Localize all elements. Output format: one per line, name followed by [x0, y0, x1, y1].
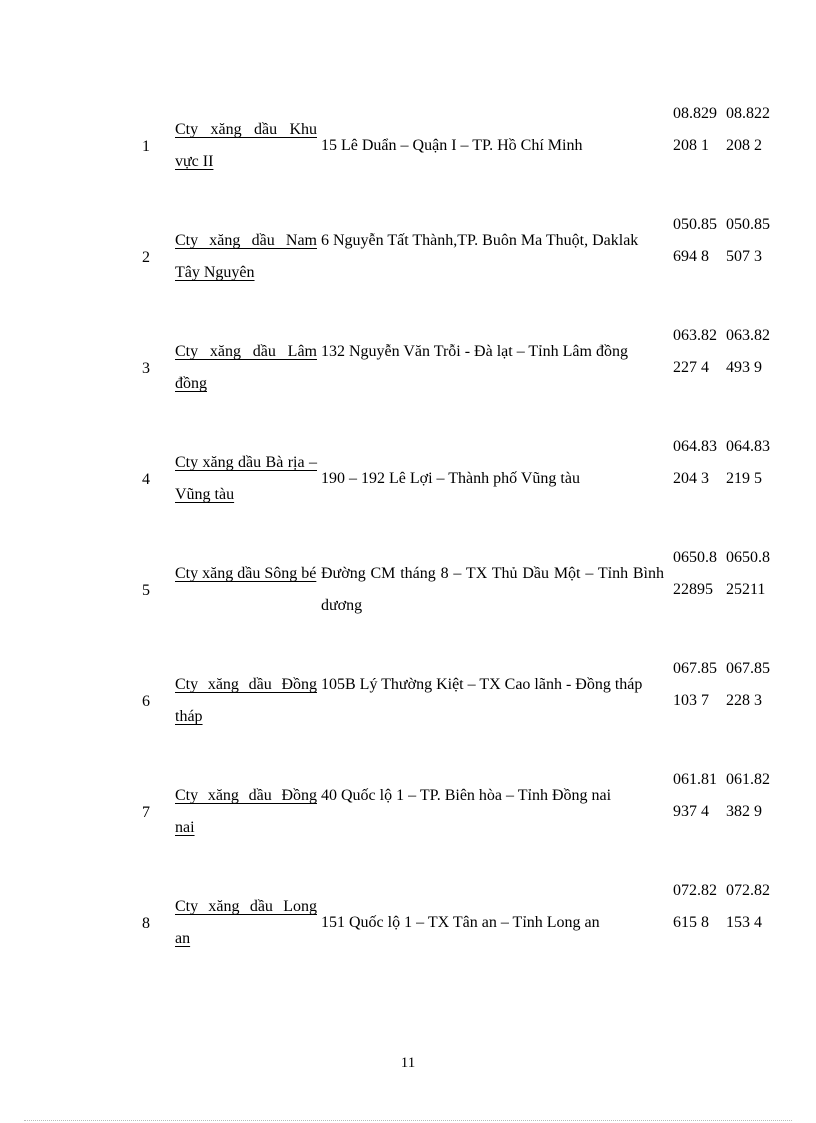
phone-2: 08.822208 2: [726, 105, 770, 154]
company-name-text: Cty xăng dầu Đồng tháp: [175, 676, 317, 725]
company-name: [175, 669, 317, 733]
company-address: 151 Quốc lộ 1 – TX Tân an – Tỉnh Long an: [321, 914, 600, 931]
company-address: 15 Lê Duẩn – Quận I – TP. Hồ Chí Minh: [321, 137, 583, 154]
page-footer-divider: [24, 1120, 792, 1121]
phone-1: 064.83204 3: [673, 438, 717, 487]
row-number: 5: [142, 582, 150, 599]
table-row: [133, 429, 783, 540]
phone-1: 050.85694 8: [673, 216, 717, 265]
company-table: [133, 96, 783, 984]
company-name-text: Cty xăng dầu Nam Tây Nguyên: [175, 232, 317, 281]
table-row: [133, 540, 783, 651]
company-address: Đường CM tháng 8 – TX Thủ Dầu Một – Tỉnh Bình dương: [321, 565, 664, 614]
company-address: 40 Quốc lộ 1 – TP. Biên hòa – Tỉnh Đồng nai: [321, 787, 612, 804]
table-row: [133, 96, 783, 207]
company-name: [175, 225, 317, 289]
company-address: 6 Nguyễn Tất Thành,TP. Buôn Ma Thuột, Daklak: [321, 232, 639, 249]
table-row: [133, 873, 783, 984]
company-name-text: Cty xăng dầu Bà rịa – Vũng tàu: [175, 454, 317, 503]
table-row: [133, 318, 783, 429]
phone-2: 064.83219 5: [726, 438, 770, 487]
table-row: [133, 207, 783, 318]
page-number: 11: [400, 1055, 416, 1071]
company-name: [175, 558, 317, 590]
company-name-text: Cty xăng dầu Sông bé: [175, 565, 317, 582]
row-number: 2: [142, 249, 150, 266]
phone-2: 063.82493 9: [726, 327, 770, 376]
phone-2: 067.85228 3: [726, 660, 770, 709]
phone-1: 0650.822895: [673, 549, 717, 598]
company-name: [175, 114, 317, 178]
row-number: 6: [142, 693, 150, 710]
table-row: [133, 651, 783, 762]
row-number: 8: [142, 915, 150, 932]
phone-2: 0650.825211: [726, 549, 770, 598]
phone-2: 061.82382 9: [726, 771, 770, 820]
company-name: [175, 891, 317, 955]
phone-1: 08.829208 1: [673, 105, 717, 154]
company-name-text: Cty xăng dầu Khu vực II: [175, 121, 317, 170]
company-name-text: Cty xăng dầu Long an: [175, 898, 317, 947]
phone-1: 061.81937 4: [673, 771, 717, 820]
company-name: [175, 780, 317, 844]
company-name: [175, 447, 317, 511]
company-name-text: Cty xăng dầu Lâm đồng: [175, 343, 317, 392]
company-name-text: Cty xăng dầu Đồng nai: [175, 787, 317, 836]
company-address: 132 Nguyễn Văn Trỗi - Đà lạt – Tỉnh Lâm đồng: [321, 343, 628, 360]
company-name: [175, 336, 317, 400]
phone-2: 072.82153 4: [726, 882, 770, 931]
table-row: [133, 762, 783, 873]
company-address: 190 – 192 Lê Lợi – Thành phố Vũng tàu: [321, 470, 580, 487]
row-number: 3: [142, 360, 150, 377]
row-number: 7: [142, 804, 150, 821]
row-number: 1: [142, 138, 150, 155]
phone-1: 063.82227 4: [673, 327, 717, 376]
row-number: 4: [142, 471, 150, 488]
company-address: 105B Lý Thường Kiệt – TX Cao lãnh - Đồng tháp: [321, 676, 643, 693]
phone-1: 072.82615 8: [673, 882, 717, 931]
phone-2: 050.85507 3: [726, 216, 770, 265]
phone-1: 067.85103 7: [673, 660, 717, 709]
